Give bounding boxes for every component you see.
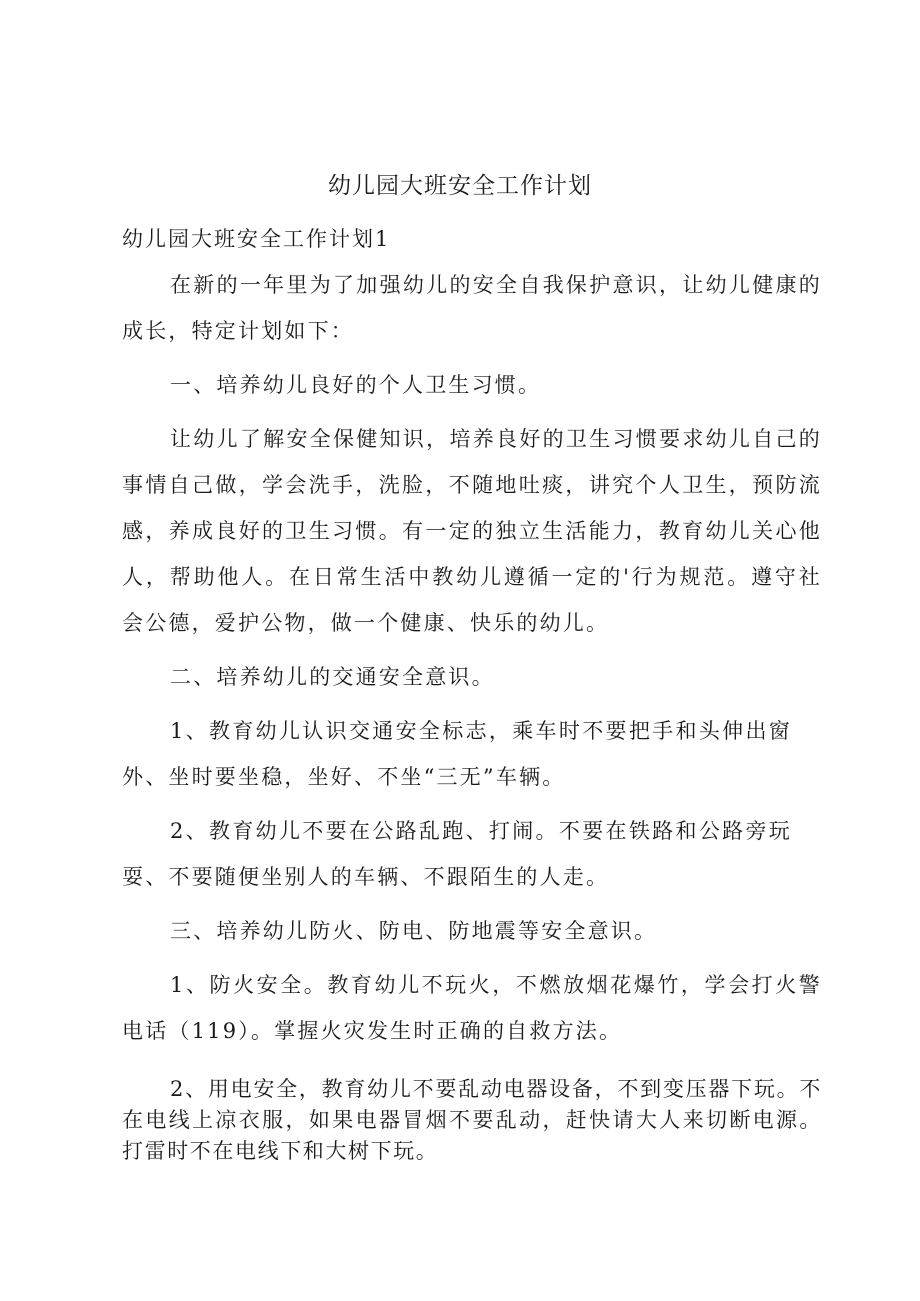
paragraph-fire-safety: 1、防火安全。教育幼儿不玩火，不燃放烟花爆竹，学会打火警电话（119）。掌握火灾发生时正确的自救方法。: [122, 973, 822, 1043]
document-title: 幼儿园大班安全工作计划: [328, 173, 592, 199]
paragraph-traffic-1: 1、教育幼儿认识交通安全标志，乘车时不要把手和头伸出窗外、坐时要坐稳，坐好、不坐“三无”车辆。: [122, 719, 792, 789]
paragraph-electric-safety: 2、用电安全，教育幼儿不要乱动电器设备，不到变压器下玩。不在电线上凉衣服，如果电器冒烟不要乱动，赶快请大人来切断电源。打雷时不在电线下和大树下玩。: [122, 1077, 822, 1163]
paragraph-heading-3: 三、培养幼儿防火、防电、防地震等安全意识。: [170, 919, 658, 943]
section-heading: 幼儿园大班安全工作计划1: [122, 227, 391, 251]
paragraph-heading-2: 二、培养幼儿的交通安全意识。: [170, 665, 495, 689]
paragraph-intro: 在新的一年里为了加强幼儿的安全自我保护意识，让幼儿健康的成长，特定计划如下：: [122, 273, 822, 343]
paragraph-hygiene: 让幼儿了解安全保健知识，培养良好的卫生习惯要求幼儿自己的事情自己做，学会洗手，洗脸，不随地吐痰，讲究个人卫生，预防流感，养成良好的卫生习惯。有一定的独立生活能力，教育幼儿关心他人，帮助他人。在日常生活中教幼儿遵循一定的'行为规范。遵守社会公德，爱护公物，做一个健康、快乐的幼儿。: [122, 427, 822, 635]
document-body: [122, 262, 822, 1175]
paragraph-heading-1: 一、培养幼儿良好的个人卫生习惯。: [170, 373, 542, 397]
paragraph-traffic-2: 2、教育幼儿不要在公路乱跑、打闹。不要在铁路和公路旁玩耍、不要随便坐别人的车辆、不跟陌生的人走。: [122, 819, 792, 889]
